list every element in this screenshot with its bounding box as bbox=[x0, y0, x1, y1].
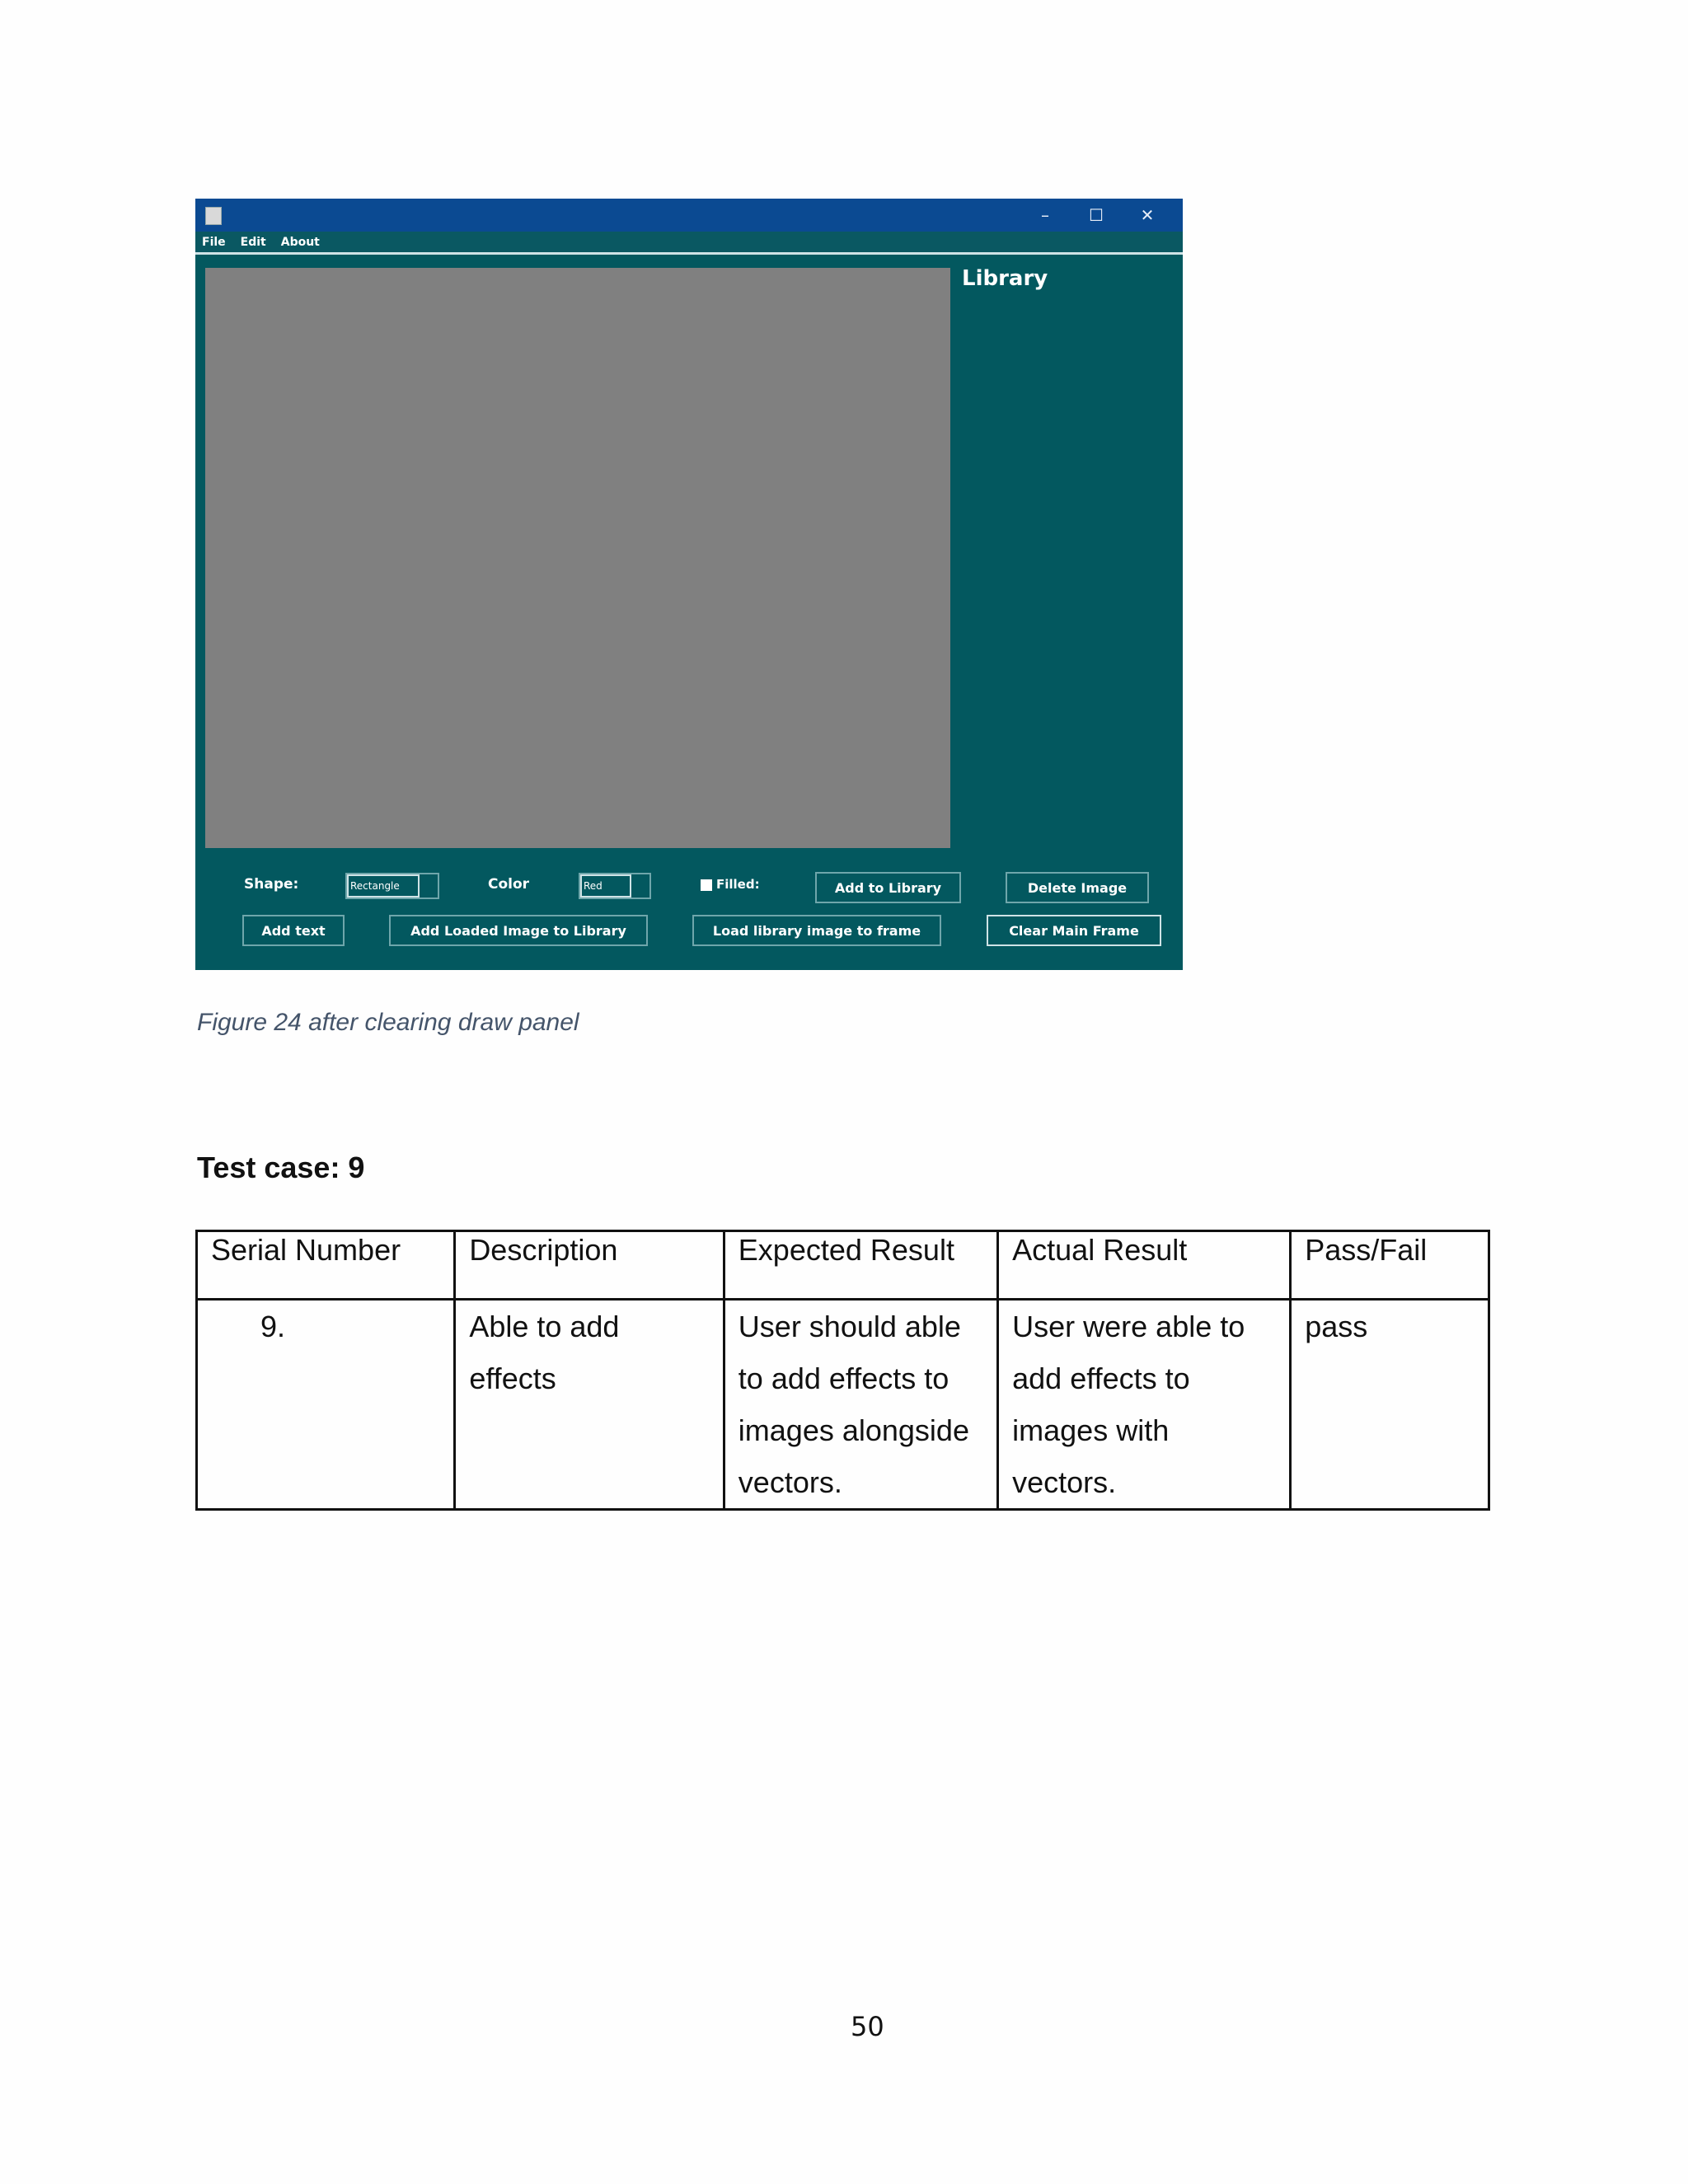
maximize-icon[interactable]: ☐ bbox=[1089, 205, 1104, 225]
chevron-down-icon bbox=[631, 874, 649, 898]
header-pass-fail: Pass/Fail bbox=[1291, 1231, 1489, 1300]
color-label: Color bbox=[488, 876, 530, 893]
title-bar bbox=[195, 199, 1183, 232]
window-controls bbox=[1020, 199, 1173, 232]
filled-label: Filled: bbox=[716, 877, 760, 892]
draw-panel[interactable] bbox=[205, 268, 950, 848]
test-case-heading: Test case: 9 bbox=[197, 1151, 365, 1184]
header-description: Description bbox=[455, 1231, 724, 1300]
header-expected-result: Expected Result bbox=[724, 1231, 997, 1300]
shape-label: Shape: bbox=[244, 876, 299, 893]
library-title: Library bbox=[962, 266, 1048, 291]
header-serial-number: Serial Number bbox=[197, 1231, 455, 1300]
menu-file[interactable]: File bbox=[202, 235, 226, 249]
app-screenshot bbox=[195, 199, 1183, 970]
java-app-icon bbox=[205, 207, 222, 225]
table-header-row bbox=[197, 1231, 1489, 1300]
add-loaded-image-button[interactable]: Add Loaded Image to Library bbox=[389, 915, 648, 946]
test-case-table bbox=[195, 1230, 1490, 1511]
load-library-image-button[interactable]: Load library image to frame bbox=[692, 915, 941, 946]
menu-about[interactable]: About bbox=[280, 235, 320, 249]
menu-edit[interactable]: Edit bbox=[240, 235, 266, 249]
minimize-icon[interactable]: – bbox=[1041, 205, 1049, 225]
cell-description: Able to add effects bbox=[455, 1300, 724, 1510]
filled-checkbox[interactable] bbox=[701, 879, 712, 891]
cell-serial: 9. bbox=[197, 1300, 455, 1510]
shape-select[interactable] bbox=[345, 873, 439, 899]
header-actual-result: Actual Result bbox=[998, 1231, 1291, 1300]
close-icon[interactable]: ✕ bbox=[1140, 205, 1155, 225]
cell-expected: User should able to add effects to images alongside vectors. bbox=[724, 1300, 997, 1510]
add-to-library-button[interactable]: Add to Library bbox=[815, 872, 961, 903]
cell-actual: User were able to add effects to images with vectors. bbox=[998, 1300, 1291, 1510]
menu-bar bbox=[195, 232, 1183, 255]
color-select[interactable] bbox=[579, 873, 651, 899]
page-number: 50 bbox=[851, 2011, 884, 2042]
table-row bbox=[197, 1300, 1489, 1510]
chevron-down-icon bbox=[420, 874, 438, 898]
cell-result: pass bbox=[1291, 1300, 1489, 1510]
shape-select-value: Rectangle bbox=[347, 874, 420, 898]
clear-main-frame-button[interactable]: Clear Main Frame bbox=[987, 915, 1161, 946]
delete-image-button[interactable]: Delete Image bbox=[1006, 872, 1149, 903]
figure-caption: Figure 24 after clearing draw panel bbox=[197, 1009, 579, 1036]
color-select-value: Red bbox=[580, 874, 631, 898]
add-text-button[interactable]: Add text bbox=[242, 915, 345, 946]
